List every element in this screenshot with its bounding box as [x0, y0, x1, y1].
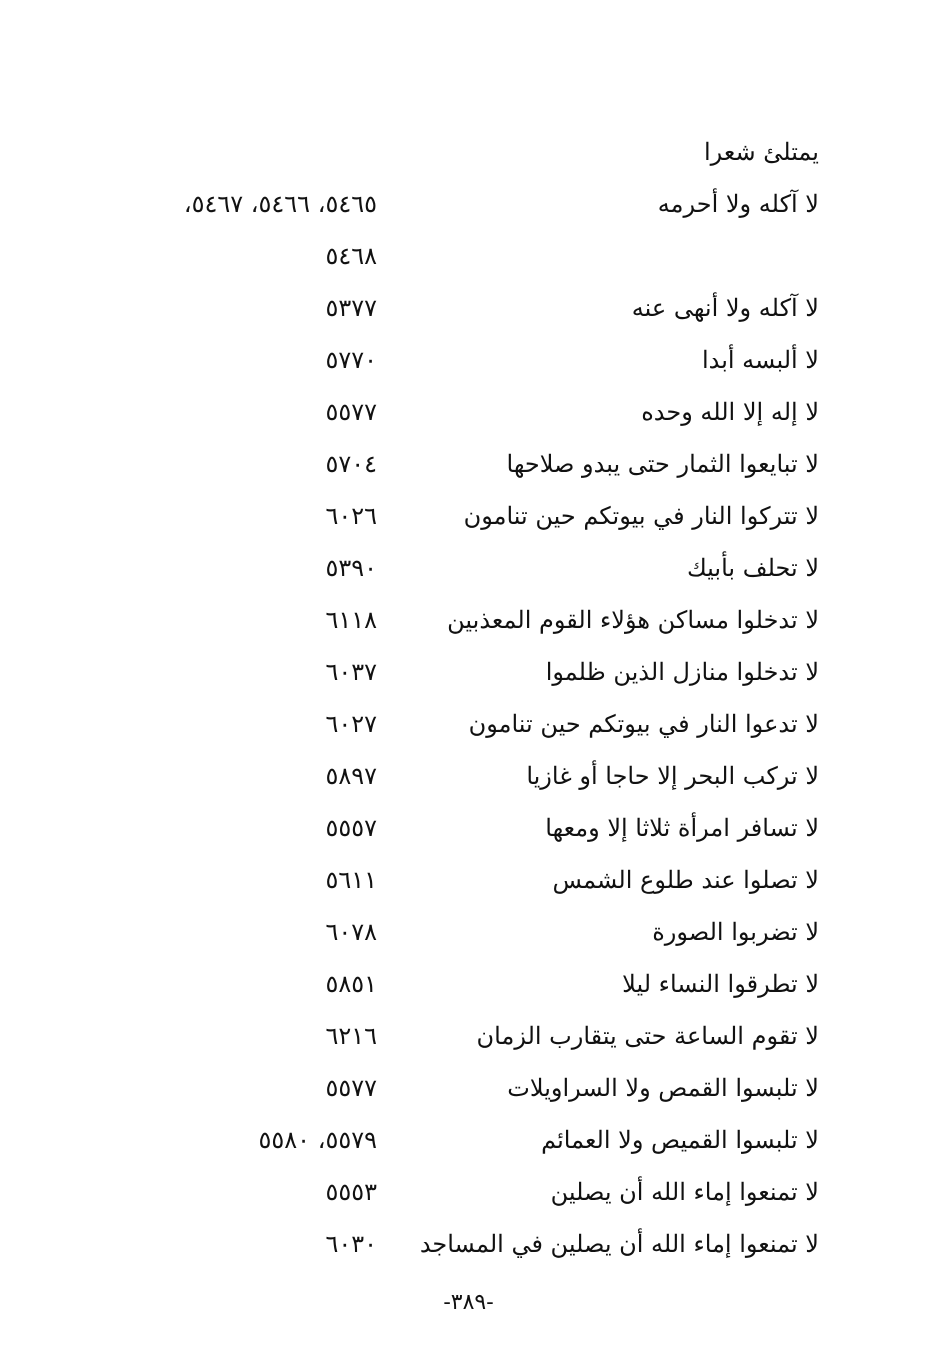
entry-references: ٥٨٥١ — [325, 970, 377, 998]
entry-references: ٦٠٣٧ — [325, 658, 377, 686]
entry-phrase: لا تبايعوا الثمار حتى يبدو صلاحها — [506, 450, 819, 478]
entry-references: ٦٠٧٨ — [325, 918, 377, 946]
index-entry — [0, 751, 937, 801]
index-entry — [0, 491, 937, 541]
entry-references: ٥٧٧٠ — [325, 346, 377, 374]
index-entry — [0, 283, 937, 333]
entry-phrase: لا تحلف بأبيك — [686, 554, 819, 582]
entry-references: ٥٣٩٠ — [325, 554, 377, 582]
entry-phrase: لا تصلوا عند طلوع الشمس — [552, 866, 819, 894]
index-entry — [0, 387, 937, 437]
entry-references: ٥٥٥٧ — [325, 814, 377, 842]
index-entry — [0, 907, 937, 957]
entry-phrase: لا آكله ولا أحرمه — [657, 190, 819, 218]
index-entry — [0, 1063, 937, 1113]
index-entry — [0, 959, 937, 1009]
index-entry — [0, 179, 937, 229]
entry-references: ٦١١٨ — [325, 606, 377, 634]
entry-references: ٦٠٣٠ — [325, 1230, 377, 1258]
entry-references: ٥٥٧٧ — [325, 398, 377, 426]
entry-phrase: لا تمنعوا إماء الله أن يصلين في المساجد — [419, 1230, 819, 1258]
entry-references: ٥٣٧٧ — [325, 294, 377, 322]
entry-phrase: لا تطرقوا النساء ليلا — [622, 970, 819, 998]
entry-references: ٥٥٧٧ — [325, 1074, 377, 1102]
index-entry — [0, 595, 937, 645]
entry-phrase: لا تدخلوا مساكن هؤلاء القوم المعذبين — [447, 606, 819, 634]
entry-phrase: لا تقوم الساعة حتى يتقارب الزمان — [476, 1022, 819, 1050]
index-entry — [0, 543, 937, 593]
index-entry — [0, 855, 937, 905]
entry-phrase: لا تركب البحر إلا حاجا أو غازيا — [526, 762, 819, 790]
index-entry — [0, 647, 937, 697]
entry-phrase: لا تدخلوا منازل الذين ظلموا — [545, 658, 819, 686]
entry-references: ٥٦١١ — [325, 866, 377, 894]
entry-references: ٥٤٦٥، ٥٤٦٦، ٥٤٦٧، — [183, 190, 377, 218]
entry-phrase: لا تلبسوا القمص ولا السراويلات — [507, 1074, 819, 1102]
index-entry — [0, 1115, 937, 1165]
entry-phrase: لا آكله ولا أنهى عنه — [631, 294, 819, 322]
index-entry — [0, 1011, 937, 1061]
entry-phrase: لا إله إلا الله وحده — [641, 398, 819, 426]
entry-references: ٦٠٢٦ — [325, 502, 377, 530]
entry-phrase: لا تلبسوا القميص ولا العمائم — [541, 1126, 819, 1154]
page-number: -٣٨٩- — [443, 1290, 494, 1315]
entry-phrase: لا ألبسه أبدا — [701, 346, 819, 374]
index-entry — [0, 1167, 937, 1217]
entry-phrase: لا تسافر امرأة ثلاثا إلا ومعها — [545, 814, 819, 842]
entry-references: ٥٥٧٩، ٥٥٨٠ — [258, 1126, 377, 1154]
entry-references: ٥٧٠٤ — [325, 450, 377, 478]
entry-phrase: لا تتركوا النار في بيوتكم حين تنامون — [463, 502, 819, 530]
index-entry — [0, 1219, 937, 1269]
index-entry — [0, 803, 937, 853]
index-entry — [0, 439, 937, 489]
entry-references: ٦٠٢٧ — [325, 710, 377, 738]
entry-phrase: لا تضربوا الصورة — [652, 918, 819, 946]
entry-phrase: يمتلئ شعرا — [704, 138, 819, 166]
index-entry — [0, 699, 937, 749]
entry-references: ٥٨٩٧ — [325, 762, 377, 790]
index-entry — [0, 335, 937, 385]
entry-references: ٥٥٥٣ — [325, 1178, 377, 1206]
entry-references: ٦٢١٦ — [325, 1022, 377, 1050]
index-entry — [0, 231, 937, 281]
index-entry — [0, 127, 937, 177]
entry-phrase: لا تدعوا النار في بيوتكم حين تنامون — [468, 710, 819, 738]
entry-phrase: لا تمنعوا إماء الله أن يصلين — [550, 1178, 819, 1206]
entry-references: ٥٤٦٨ — [325, 242, 377, 270]
